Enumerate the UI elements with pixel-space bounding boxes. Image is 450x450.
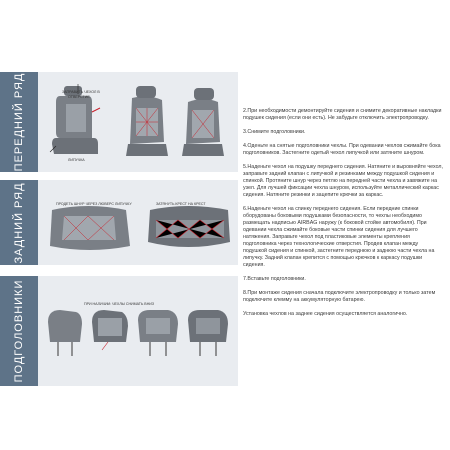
front-seat-illustration-2 (126, 86, 168, 156)
headrest-label: ПОДГОЛОВНИКИ (13, 279, 25, 383)
front-row-illustration (38, 72, 238, 172)
headrest-illustration-4 (188, 310, 228, 356)
rear-caption-cross: ЗАТЯНУТЬ КРЕСТ НА КРЕСТ (156, 202, 206, 206)
headrest-panel (0, 276, 238, 386)
instruction-step-6: 6.Наденьте чехол на спинку переднего сидения. Если передние спинки оборудованы боковыми подушками безопасности, то чехлы необходимо размещать надписью AIRBAG наружу (к боковой стойке автомобиля). При одевании чехла сжимайте боковые части спинки сидения для лучшего натяжения. Заправьте чехол под пластиковые элементы крепления подголовника через технологические отверстия. Продев клапан между подушкой сидения и спинкой, застегните переднюю и заднюю части чехла на липучку. Задний клапан крепится с помощью крючков к каркасу подушки сидения. (243, 206, 435, 268)
rear-caption-cord: ПРОДЕТЬ ШНУР ЧЕРЕЗ ЛЮВЕРС ЛИПУЧКУ (56, 202, 132, 206)
rear-row-panel (0, 180, 238, 265)
front-caption-hole: ОТВЕРСТИЕ (68, 95, 90, 99)
instruction-step-2: 2.При необходимости демонтируйте сидения и снимите декоративные накладки подушек сидения (если они есть). Не забудьте отключить электропроводку. (243, 108, 442, 121)
instruction-step-4: 4.Оденьте на снятые подголовники чехлы. При одевании чехлов сжимайте бока подголовников. Застегните одетый чехол липучкой или затяните шнуром. (243, 143, 441, 156)
rear-row-tab (0, 180, 38, 265)
headrest-tab (0, 276, 38, 386)
rear-row-label: ЗАДНИЙ РЯД (13, 181, 25, 264)
headrest-illustration (38, 276, 238, 386)
instruction-step-3: 3.Снимите подголовники. (243, 129, 306, 135)
instruction-step-8: 8.При монтаже сидения сначала подключите электропроводку и только затем подключите клемму на аккумуляторную батарею. (243, 290, 436, 303)
front-row-tab (0, 72, 38, 172)
instruction-step-5: 5.Наденьте чехол на подушку переднего сидения. Натяните и выровняйте чехол, заправьте задний клапан с липучкой и резинками между подушкой сидения и спинкой. Протяните шнур через петлю на передней части чехла и завяжите на узел. Для лучшей фиксации чехла шнуром, используйте металлический каркас сидения. Натяните резинки и зацепите крючки за каркас. (243, 164, 443, 198)
rear-seat-illustration-1 (50, 206, 130, 250)
headrest-caption: ПРИ НАЛИЧИИ: ЧЕХЛЫ СНИМАТЬ ВНИЗ (84, 302, 155, 306)
front-caption-tuck: ЗАПРАВИТЬ ЧЕХОЛ В (62, 90, 100, 94)
headrest-illustration-3 (138, 310, 178, 356)
rear-seat-illustration-2 (148, 206, 230, 247)
front-row-panel (0, 72, 238, 172)
instruction-rear-note: Установка чехлов на заднее сидения осуществляется аналогично. (243, 311, 408, 317)
front-row-label: ПЕРЕДНИЙ РЯД (13, 72, 25, 172)
front-caption-velcro: ЛИПУЧКА (68, 158, 85, 162)
headrest-illustration-2 (92, 310, 128, 350)
rear-row-illustration (38, 180, 238, 265)
front-seat-illustration-3 (182, 88, 224, 156)
instruction-step-7: 7.Вставьте подголовники. (243, 276, 306, 282)
instructions-text (243, 108, 443, 325)
headrest-illustration-1 (48, 310, 82, 356)
